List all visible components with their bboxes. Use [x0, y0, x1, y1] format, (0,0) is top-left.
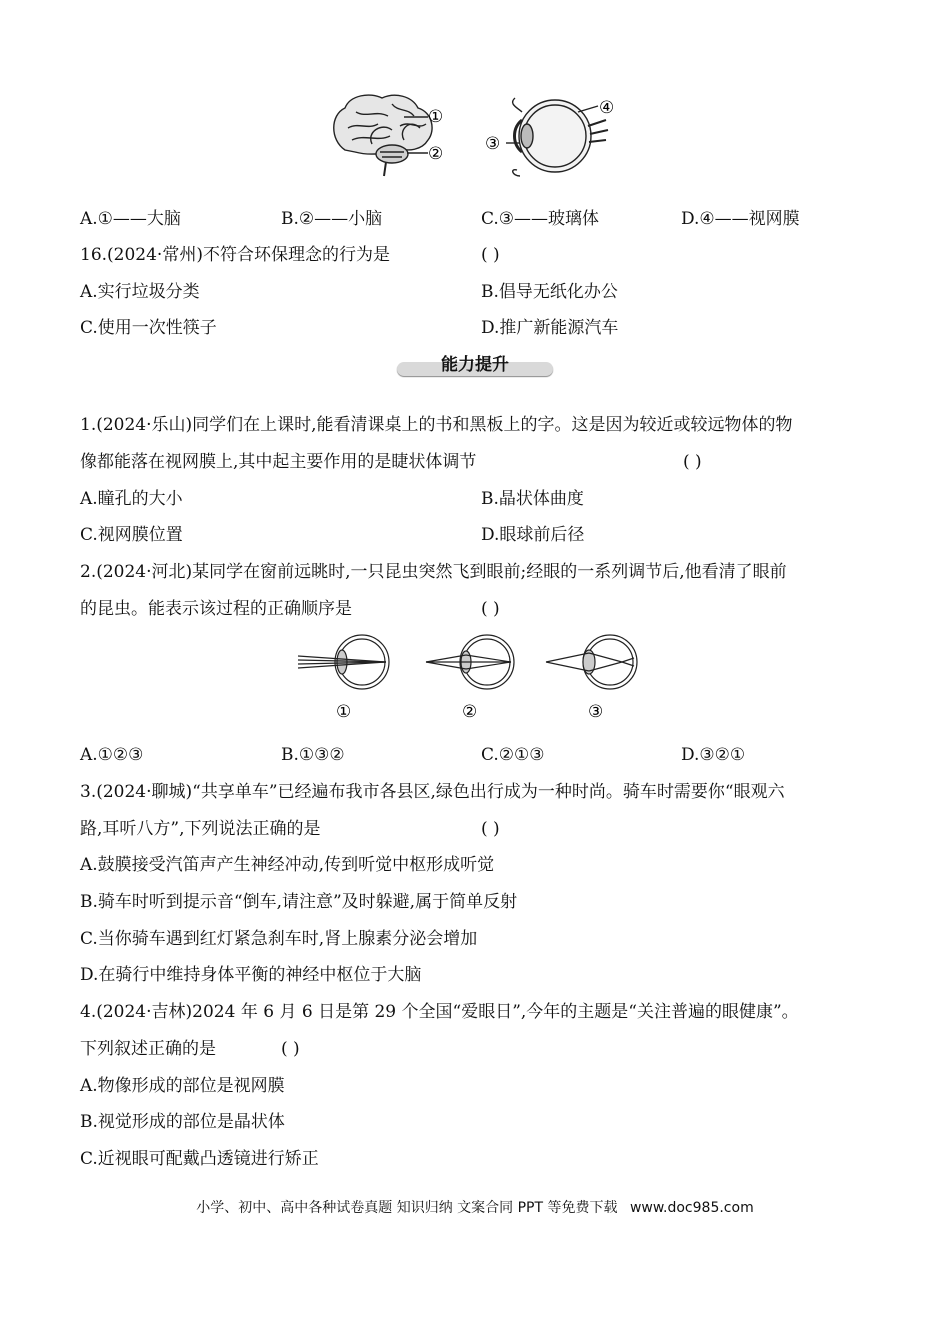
brain-eye-figure	[0, 0, 950, 200]
figure-label-3: ③	[485, 134, 501, 154]
q1-stem-line2: 像都能落在视网膜上,其中起主要作用的是睫状体调节	[80, 452, 477, 472]
q16-option-d: D.推广新能源汽车	[481, 318, 619, 338]
q16-stem: 16.(2024·常州)不符合环保理念的行为是	[80, 245, 390, 265]
figure-label-1: ①	[428, 107, 444, 127]
q4-option-b: B.视觉形成的部位是晶状体	[80, 1112, 285, 1132]
q16-answer-bracket: ( )	[481, 245, 500, 265]
q16-option-c: C.使用一次性筷子	[80, 318, 217, 338]
q1-option-b: B.晶状体曲度	[481, 489, 584, 509]
lens-label-3: ③	[588, 702, 604, 722]
q15-option-d: D.④——视网膜	[681, 209, 800, 229]
lens-diagram-1	[298, 635, 389, 689]
footer-site-link[interactable]: www.doc985.com	[629, 1200, 754, 1216]
figure-label-2: ②	[428, 144, 444, 164]
q4-stem-line1: 4.(2024·吉林)2024 年 6 月 6 日是第 29 个全国“爱眼日”,今年的主题是“关注普遍的眼健康”。	[80, 1002, 799, 1022]
q3-stem-line1: 3.(2024·聊城)“共享单车”已经遍布我市各县区,绿色出行成为一种时尚。骑车时需要你“眼观六	[80, 782, 785, 802]
brain-drawing	[334, 95, 432, 176]
q1-option-c: C.视网膜位置	[80, 525, 183, 545]
footer-text: 小学、初中、高中各种试卷真题 知识归纳 文案合同 PPT 等免费下载	[196, 1200, 618, 1216]
q2-answer-bracket: ( )	[481, 599, 500, 619]
q16-option-b: B.倡导无纸化办公	[481, 282, 618, 302]
q2-option-d: D.③②①	[681, 745, 746, 765]
q3-stem-line2: 路,耳听八方”,下列说法正确的是	[80, 819, 321, 839]
q4-stem-line2: 下列叙述正确的是	[80, 1039, 216, 1059]
q1-stem-line1: 1.(2024·乐山)同学们在上课时,能看清课桌上的书和黑板上的字。这是因为较近或较远物体的物	[80, 415, 793, 435]
q15-option-b: B.②——小脑	[281, 209, 383, 229]
q3-option-a: A.鼓膜接受汽笛声产生神经冲动,传到听觉中枢形成听觉	[80, 855, 495, 875]
q15-option-a: A.①——大脑	[80, 209, 181, 229]
q15-option-c: C.③——玻璃体	[481, 209, 600, 229]
q1-option-a: A.瞳孔的大小	[80, 489, 183, 509]
q2-stem-line2: 的昆虫。能表示该过程的正确顺序是	[80, 599, 352, 619]
lens-diagrams	[0, 628, 950, 728]
lens-diagram-3	[546, 635, 637, 689]
q1-answer-bracket: ( )	[683, 452, 702, 472]
eyeball-drawing	[506, 98, 608, 176]
q2-option-a: A.①②③	[80, 745, 144, 765]
q3-answer-bracket: ( )	[481, 819, 500, 839]
figure-label-4: ④	[599, 98, 615, 118]
q2-option-b: B.①③②	[281, 745, 345, 765]
q3-option-b: B.骑车时听到提示音“倒车,请注意”及时躲避,属于简单反射	[80, 892, 518, 912]
section-header	[397, 350, 553, 376]
q4-option-c: C.近视眼可配戴凸透镜进行矫正	[80, 1149, 319, 1169]
q2-option-c: C.②①③	[481, 745, 545, 765]
q3-option-c: C.当你骑车遇到红灯紧急刹车时,肾上腺素分泌会增加	[80, 929, 478, 949]
q3-option-d: D.在骑行中维持身体平衡的神经中枢位于大脑	[80, 965, 422, 985]
section-title: 能力提升	[441, 355, 509, 375]
lens-diagram-2	[426, 635, 514, 689]
lens-label-2: ②	[462, 702, 478, 722]
q4-answer-bracket: ( )	[281, 1039, 300, 1059]
q2-stem-line1: 2.(2024·河北)某同学在窗前远眺时,一只昆虫突然飞到眼前;经眼的一系列调节后,他看清了眼前	[80, 562, 787, 582]
q4-option-a: A.物像形成的部位是视网膜	[80, 1076, 285, 1096]
page-footer	[0, 1197, 950, 1217]
lens-label-1: ①	[336, 702, 352, 722]
q1-option-d: D.眼球前后径	[481, 525, 585, 545]
q16-option-a: A.实行垃圾分类	[80, 282, 200, 302]
